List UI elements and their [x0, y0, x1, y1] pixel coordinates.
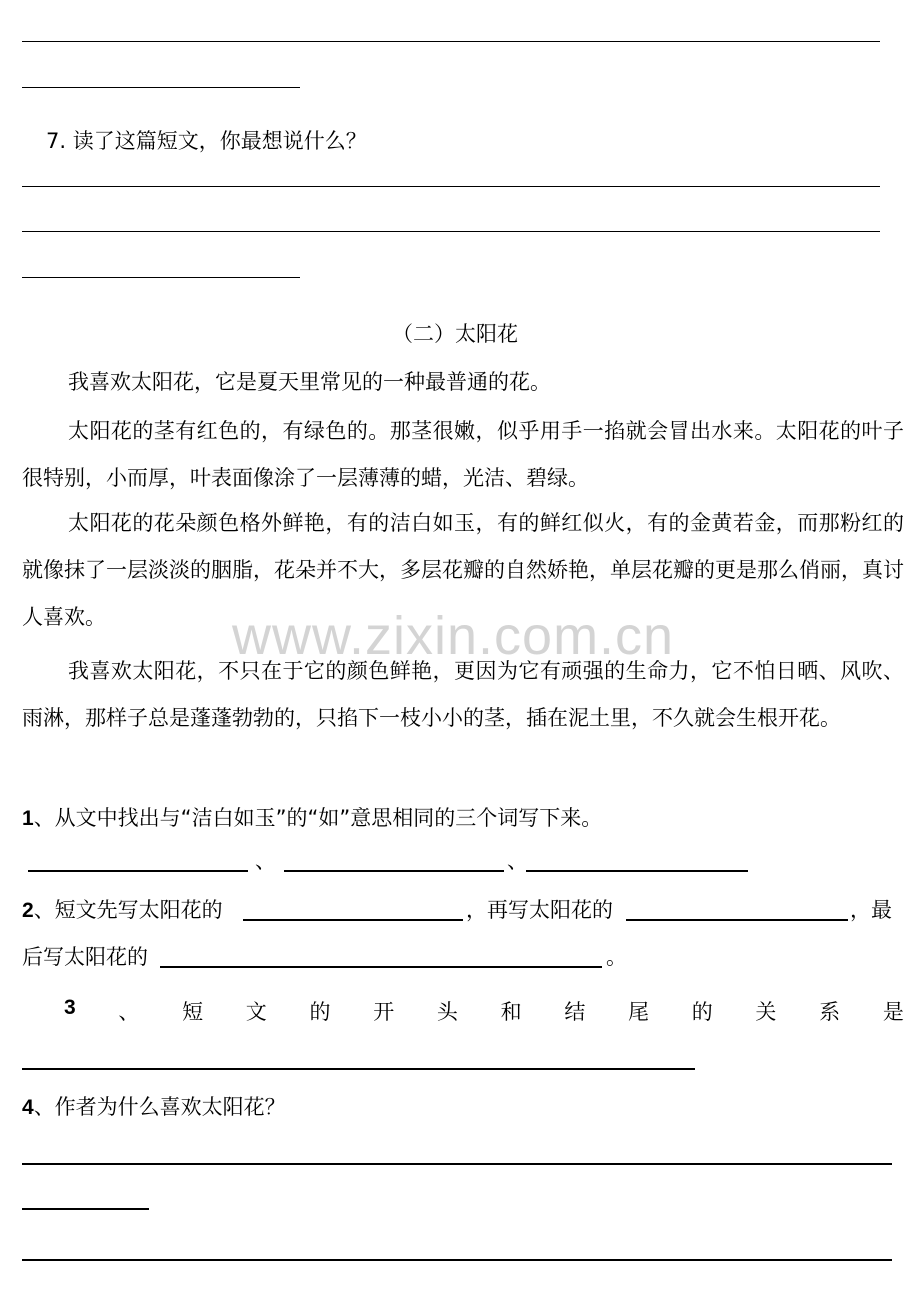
- question-4: [22, 1094, 286, 1121]
- question-char: 、: [118, 1000, 140, 1024]
- question-text: 。: [606, 945, 627, 969]
- answer-line: [22, 231, 880, 232]
- question-char: 是: [882, 1000, 904, 1024]
- separator: 、: [507, 849, 528, 873]
- passage-paragraph-1: 我喜欢太阳花，它是夏天里常见的一种最普通的花。: [68, 370, 551, 394]
- answer-line: [22, 277, 300, 278]
- question-text: 、从文中找出与“洁白如玉”的“如”意思相同的三个词写下来。: [33, 806, 603, 830]
- answer-line: [22, 186, 880, 187]
- question-1: [22, 805, 602, 832]
- question-char: 关: [755, 1000, 777, 1024]
- question-char: 短: [182, 1000, 204, 1024]
- question-char: 头: [436, 1000, 458, 1024]
- answer-line[interactable]: [22, 1259, 892, 1261]
- question-number: 2: [22, 899, 34, 922]
- question-text: 、作者为什么喜欢太阳花？: [33, 1095, 286, 1119]
- question-char: 系: [819, 1000, 841, 1024]
- answer-blank-3[interactable]: [526, 870, 748, 872]
- passage-title: （二）太阳花: [392, 322, 518, 346]
- question-char: 尾: [628, 1000, 650, 1024]
- question-text: 后写太阳花的: [22, 945, 148, 969]
- answer-blank-1[interactable]: [28, 870, 248, 872]
- question-char: 结: [564, 1000, 586, 1024]
- question-number: 1: [22, 807, 34, 830]
- question-3: [22, 996, 904, 1026]
- answer-line: [22, 87, 300, 88]
- answer-blank[interactable]: [22, 1068, 695, 1070]
- question-number: 4: [22, 1096, 34, 1119]
- answer-blank-last[interactable]: [160, 966, 602, 968]
- answer-line: [22, 41, 880, 42]
- question-char: 文: [245, 1000, 267, 1024]
- question-char: 的: [309, 1000, 331, 1024]
- answer-line[interactable]: [22, 1163, 892, 1165]
- question-char: 开: [373, 1000, 395, 1024]
- question-number: 3: [64, 996, 76, 1019]
- passage-paragraph-4: 我喜欢太阳花，不只在于它的颜色鲜艳，更因为它有顽强的生命力，它不怕日晒、风吹、雨淋，那样子总是蓬蓬勃勃的，只掐下一枝小小的茎，插在泥土里，不久就会生根开花。: [22, 659, 904, 730]
- answer-blank-2[interactable]: [284, 870, 504, 872]
- question-text: ，最: [850, 898, 892, 922]
- question-7: 7. 读了这篇短文，你最想说什么？: [46, 129, 367, 153]
- question-text: ，再写太阳花的: [466, 898, 613, 922]
- watermark: www.zixin.com.cn: [232, 606, 675, 666]
- question-text: 、短文先写太阳花的: [33, 898, 223, 922]
- passage-paragraph-2: 太阳花的茎有红色的，有绿色的。那茎很嫩，似乎用手一掐就会冒出水来。太阳花的叶子很特别，小而厚，叶表面像涂了一层薄薄的蜡，光洁、碧绿。: [22, 419, 904, 490]
- separator: 、: [255, 849, 276, 873]
- answer-line[interactable]: [22, 1208, 149, 1210]
- question-char: 和: [500, 1000, 522, 1024]
- passage-paragraph-3: 太阳花的花朵颜色格外鲜艳，有的洁白如玉，有的鲜红似火，有的金黄若金，而那粉红的就像抹了一层淡淡的胭脂，花朵并不大，多层花瓣的自然娇艳，单层花瓣的更是那么俏丽，真讨人喜欢。: [22, 511, 904, 629]
- answer-blank-then[interactable]: [626, 919, 848, 921]
- question-char: 的: [691, 1000, 713, 1024]
- answer-blank-first[interactable]: [243, 919, 463, 921]
